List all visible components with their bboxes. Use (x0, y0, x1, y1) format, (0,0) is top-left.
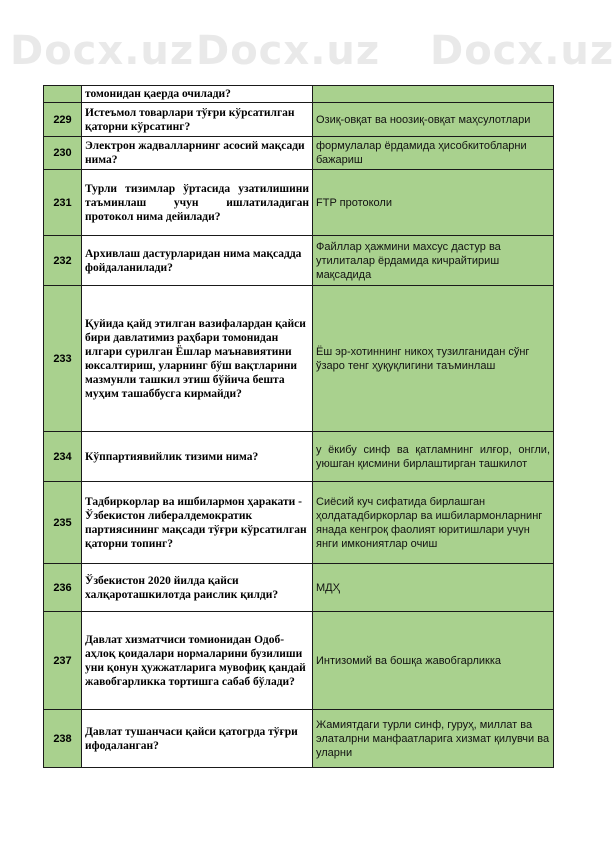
question-text: Турли тизимлар ўртасида узатилишини таъминлаш учун ишлатиладиган протокол нима дейилади? (82, 170, 313, 236)
row-number: 229 (44, 103, 82, 137)
table-row (44, 286, 554, 432)
question-text: Кўппартиявийлик тизими нима? (82, 432, 313, 482)
table-row (44, 612, 554, 710)
answer-text: Файллар ҳажмини махсус дастур ва утилиталар ёрдамида кичрайтириш мақсадида (313, 236, 554, 286)
watermark: Docx.uz (10, 28, 195, 74)
answer-text: МДҲ (313, 564, 554, 612)
answer-text: Интизомий ва бошқа жавобгарликка (313, 612, 554, 710)
row-number: 233 (44, 286, 82, 432)
table-row (44, 103, 554, 137)
table-row (44, 482, 554, 564)
answer-text: Жамиятдаги турли синф, гуруҳ, миллат ва элаталрни манфаатларига хизмат қилувчи ва уларни (313, 710, 554, 768)
question-text: Тадбиркорлар ва ишбилармон ҳаракати - Ўзбекистон либералдемократик партиясининг мақсади тўғри кўрсатилган қаторни топинг? (82, 482, 313, 564)
table-row (44, 170, 554, 236)
table-row (44, 564, 554, 612)
row-number: 231 (44, 170, 82, 236)
questions-table (43, 85, 554, 768)
question-text: Қуйида қайд этилган вазифалардан қайси бири давлатимиз раҳбари томонидан илгари сурилган Ёшлар маънавиятини юксалтириш, уларнинг бўш вақтларини мазмунли ташкил этиш бўйича бешта муҳим ташаббусга кирмайди? (82, 286, 313, 432)
question-text: Ўзбекистон 2020 йилда қайси халқароташкилотда раислик қилди? (82, 564, 313, 612)
row-number: 238 (44, 710, 82, 768)
answer-text: Ёш эр-хотиннинг никоҳ тузилганидан сўнг ўзаро тенг ҳуқуқлигини таъминлаш (313, 286, 554, 432)
watermark: Docx.uz (196, 28, 381, 74)
answer-text: Озиқ-овқат ва ноозиқ-овқат маҳсулотлари (313, 103, 554, 137)
answer-text: FTP протоколи (313, 170, 554, 236)
table-row (44, 86, 554, 103)
row-number: 235 (44, 482, 82, 564)
answer-text: формулалар ёрдамида ҳисобкитобларни бажариш (313, 137, 554, 170)
row-number: 234 (44, 432, 82, 482)
question-text: Давлат тушанчаси қайси қатогрда тўғри ифодаланган? (82, 710, 313, 768)
question-text: Давлат хизматчиси томионидан Одоб-аҳлоқ қоидалари нормаларини бузилиши уни қонун ҳужжатларига мувофиқ қандай жавобгарликка тортишга сабаб бўлади? (82, 612, 313, 710)
table-row (44, 236, 554, 286)
answer-text: у ёкибу синф ва қатламнинг илғор, онгли, уюшган қисмини бирлаштирган ташкилот (313, 432, 554, 482)
row-number: 232 (44, 236, 82, 286)
table-row (44, 432, 554, 482)
row-number: 237 (44, 612, 82, 710)
question-text: Истеъмол товарлари тўғри кўрсатилган қаторни кўрсатинг? (82, 103, 313, 137)
answer-text: Сиёсий куч сифатида бирлашган ҳолдатадбиркорлар ва ишбилармонларнинг янада кенгроқ фаолият юритишлари учун янги имкониятлар очиш (313, 482, 554, 564)
table-row (44, 710, 554, 768)
table-row (44, 137, 554, 170)
row-number: 236 (44, 564, 82, 612)
row-number: 230 (44, 137, 82, 170)
watermark: Docx.uz (430, 28, 614, 74)
question-text: Архивлаш дастурларидан нима мақсадда фойдаланилади? (82, 236, 313, 286)
answer-text (313, 86, 554, 103)
question-text: Электрон жадвалларнинг асосий мақсади нима? (82, 137, 313, 170)
question-text: томонидан қаерда очилади? (82, 86, 313, 103)
row-number (44, 86, 82, 103)
